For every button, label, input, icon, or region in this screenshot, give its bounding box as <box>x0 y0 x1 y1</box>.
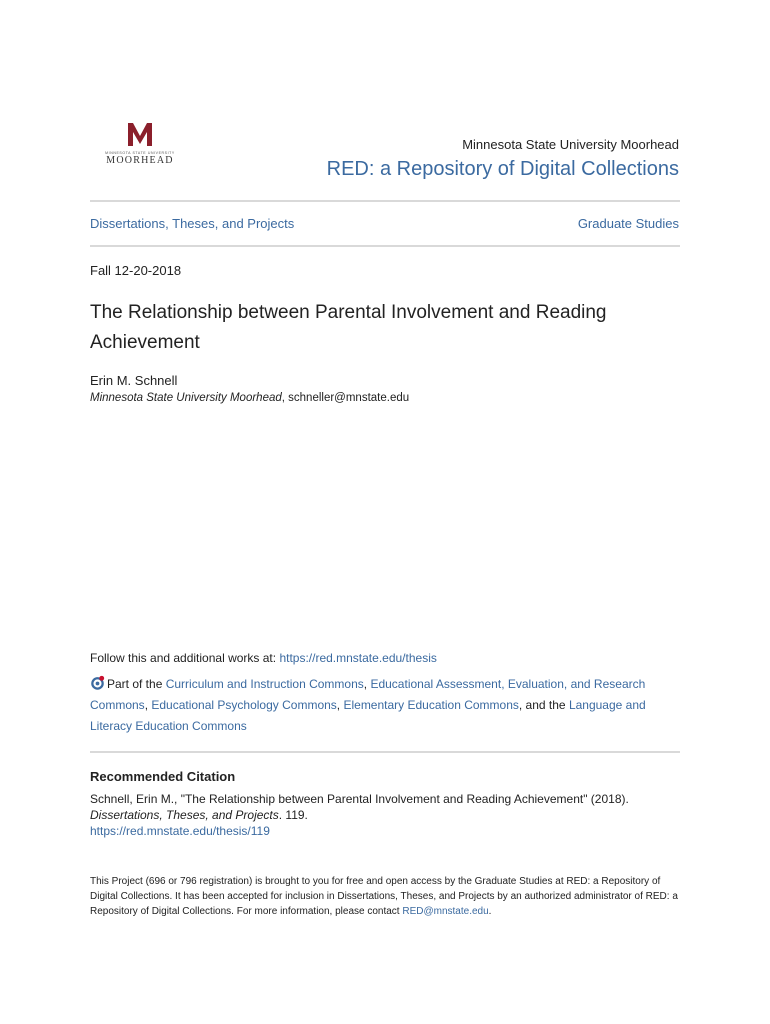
logo-wordmark: MOORHEAD <box>106 155 174 166</box>
author-affiliation <box>90 392 409 404</box>
citation-url-link[interactable]: https://red.mnstate.edu/thesis/119 <box>90 824 270 838</box>
repository-link[interactable]: RED: a Repository of Digital Collections <box>326 158 679 180</box>
contact-email-link[interactable]: RED@mnstate.edu <box>402 906 489 917</box>
separator: , <box>363 677 371 691</box>
access-notice <box>90 874 680 919</box>
divider <box>90 245 680 247</box>
collection-link[interactable]: Dissertations, Theses, and Projects <box>90 216 295 231</box>
follow-label: Follow this and additional works at: <box>90 651 280 665</box>
separator: , <box>336 698 344 712</box>
citation-block <box>90 791 680 839</box>
divider <box>90 200 680 202</box>
commons-link-elementary[interactable]: Elementary Education Commons <box>343 698 519 712</box>
commons-link-psychology[interactable]: Educational Psychology Commons <box>151 698 337 712</box>
university-name: Minnesota State University Moorhead <box>462 137 679 152</box>
commons-link-assessment[interactable]: Educational Assessment, Evaluation, and Research Commons <box>90 677 646 712</box>
separator: , <box>144 698 152 712</box>
divider <box>90 751 680 753</box>
part-of-commons <box>90 674 680 737</box>
document-title: The Relationship between Parental Involvement and Reading Achievement <box>90 302 607 353</box>
msum-m-logo-icon <box>124 118 156 150</box>
author-email: , schneller@mnstate.edu <box>281 392 410 404</box>
commons-link-curriculum[interactable]: Curriculum and Instruction Commons <box>165 677 364 691</box>
follow-url-link[interactable]: https://red.mnstate.edu/thesis <box>279 651 437 665</box>
affiliation-name: Minnesota State University Moorhead <box>90 392 282 404</box>
notice-end: . <box>488 906 492 917</box>
notice-text: This Project (696 or 796 registration) is brought to you for free and open access by the Graduate Studies at RED: a Repository of Digital Collections. It has been accepted for inclusion in Dissertations, Theses, and Projects by an authorized administrator of RED: a Repository of Digital Collections. For more information, please contact <box>90 876 678 917</box>
citation-series: Dissertations, Theses, and Projects <box>90 808 279 822</box>
logo-subtext: MINNESOTA STATE UNIVERSITY <box>105 151 175 155</box>
department-link[interactable]: Graduate Studies <box>577 216 679 231</box>
publication-date: Fall 12-20-2018 <box>90 263 182 278</box>
university-logo <box>100 118 180 170</box>
citation-text: Schnell, Erin M., "The Relationship between Parental Involvement and Reading Achievement" (2018). <box>90 792 629 806</box>
author-name: Erin M. Schnell <box>90 373 178 388</box>
network-icon <box>90 675 105 690</box>
commons-link-literacy[interactable]: Language and Literacy Education Commons <box>90 698 646 733</box>
follow-line <box>90 651 437 665</box>
and-the: , and the <box>518 698 569 712</box>
citation-heading: Recommended Citation <box>90 769 236 784</box>
citation-number: . 119. <box>278 808 308 822</box>
part-of-prefix: Part of the <box>107 677 166 691</box>
